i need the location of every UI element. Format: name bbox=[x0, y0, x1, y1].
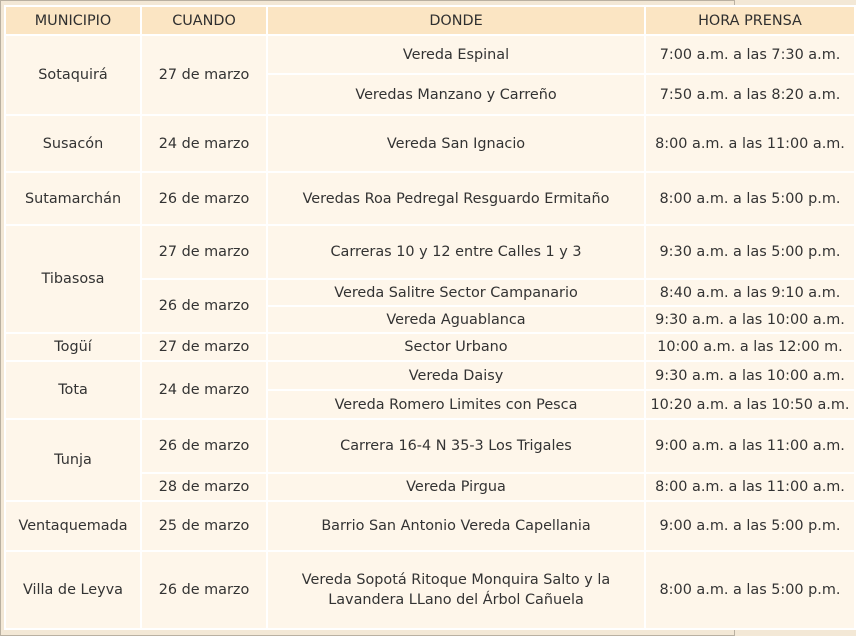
donde-cell: Vereda Pirgua bbox=[267, 473, 645, 501]
table-row bbox=[5, 361, 855, 390]
donde-cell: Vereda Daisy bbox=[267, 361, 645, 390]
donde-cell: Veredas Roa Pedregal Resguardo Ermitaño bbox=[267, 172, 645, 225]
cuando-cell: 27 de marzo bbox=[141, 333, 267, 361]
municipio-cell: Ventaquemada bbox=[5, 501, 141, 551]
hora-cell: 10:00 a.m. a las 12:00 m. bbox=[645, 333, 855, 361]
hora-cell: 8:00 a.m. a las 5:00 p.m. bbox=[645, 551, 855, 629]
cuando-cell: 27 de marzo bbox=[141, 225, 267, 279]
hora-cell: 7:00 a.m. a las 7:30 a.m. bbox=[645, 35, 855, 74]
donde-cell: Vereda Espinal bbox=[267, 35, 645, 74]
municipio-cell: Tota bbox=[5, 361, 141, 419]
table-row bbox=[5, 419, 855, 473]
donde-cell: Carreras 10 y 12 entre Calles 1 y 3 bbox=[267, 225, 645, 279]
municipio-cell: Togüí bbox=[5, 333, 141, 361]
header-donde: DONDE bbox=[267, 6, 645, 35]
cuando-cell: 28 de marzo bbox=[141, 473, 267, 501]
donde-cell: Carrera 16-4 N 35-3 Los Trigales bbox=[267, 419, 645, 473]
cuando-cell: 26 de marzo bbox=[141, 279, 267, 333]
hora-cell: 7:50 a.m. a las 8:20 a.m. bbox=[645, 74, 855, 115]
donde-cell: Vereda Sopotá Ritoque Monquira Salto y la Lavandera LLano del Árbol Cañuela bbox=[267, 551, 645, 629]
donde-cell: Veredas Manzano y Carreño bbox=[267, 74, 645, 115]
hora-cell: 8:00 a.m. a las 5:00 p.m. bbox=[645, 172, 855, 225]
municipio-cell: Sutamarchán bbox=[5, 172, 141, 225]
hora-cell: 8:40 a.m. a las 9:10 a.m. bbox=[645, 279, 855, 306]
municipio-cell: Tibasosa bbox=[5, 225, 141, 333]
header-hora: HORA PRENSA bbox=[645, 6, 855, 35]
hora-cell: 9:00 a.m. a las 11:00 a.m. bbox=[645, 419, 855, 473]
table-row bbox=[5, 333, 855, 361]
table-row bbox=[5, 225, 855, 279]
municipio-cell: Susacón bbox=[5, 115, 141, 172]
donde-cell: Vereda San Ignacio bbox=[267, 115, 645, 172]
donde-cell: Vereda Romero Limites con Pesca bbox=[267, 390, 645, 419]
table-row bbox=[5, 172, 855, 225]
hora-cell: 8:00 a.m. a las 11:00 a.m. bbox=[645, 115, 855, 172]
donde-cell: Vereda Aguablanca bbox=[267, 306, 645, 333]
cuando-cell: 24 de marzo bbox=[141, 361, 267, 419]
hora-cell: 9:30 a.m. a las 10:00 a.m. bbox=[645, 306, 855, 333]
cuando-cell: 24 de marzo bbox=[141, 115, 267, 172]
donde-cell: Vereda Salitre Sector Campanario bbox=[267, 279, 645, 306]
hora-cell: 9:00 a.m. a las 5:00 p.m. bbox=[645, 501, 855, 551]
hora-cell: 9:30 a.m. a las 10:00 a.m. bbox=[645, 361, 855, 390]
hora-cell: 9:30 a.m. a las 5:00 p.m. bbox=[645, 225, 855, 279]
donde-cell: Sector Urbano bbox=[267, 333, 645, 361]
cuando-cell: 26 de marzo bbox=[141, 172, 267, 225]
table-row bbox=[5, 115, 855, 172]
donde-cell: Barrio San Antonio Vereda Capellania bbox=[267, 501, 645, 551]
municipio-cell: Tunja bbox=[5, 419, 141, 501]
table-row bbox=[5, 501, 855, 551]
cuando-cell: 27 de marzo bbox=[141, 35, 267, 115]
cuando-cell: 25 de marzo bbox=[141, 501, 267, 551]
schedule-table bbox=[4, 5, 856, 630]
cuando-cell: 26 de marzo bbox=[141, 551, 267, 629]
table-row bbox=[5, 551, 855, 629]
header-row bbox=[5, 6, 855, 35]
header-municipio: MUNICIPIO bbox=[5, 6, 141, 35]
cuando-cell: 26 de marzo bbox=[141, 419, 267, 473]
municipio-cell: Sotaquirá bbox=[5, 35, 141, 115]
header-cuando: CUANDO bbox=[141, 6, 267, 35]
table-row bbox=[5, 35, 855, 74]
hora-cell: 10:20 a.m. a las 10:50 a.m. bbox=[645, 390, 855, 419]
municipio-cell: Villa de Leyva bbox=[5, 551, 141, 629]
hora-cell: 8:00 a.m. a las 11:00 a.m. bbox=[645, 473, 855, 501]
